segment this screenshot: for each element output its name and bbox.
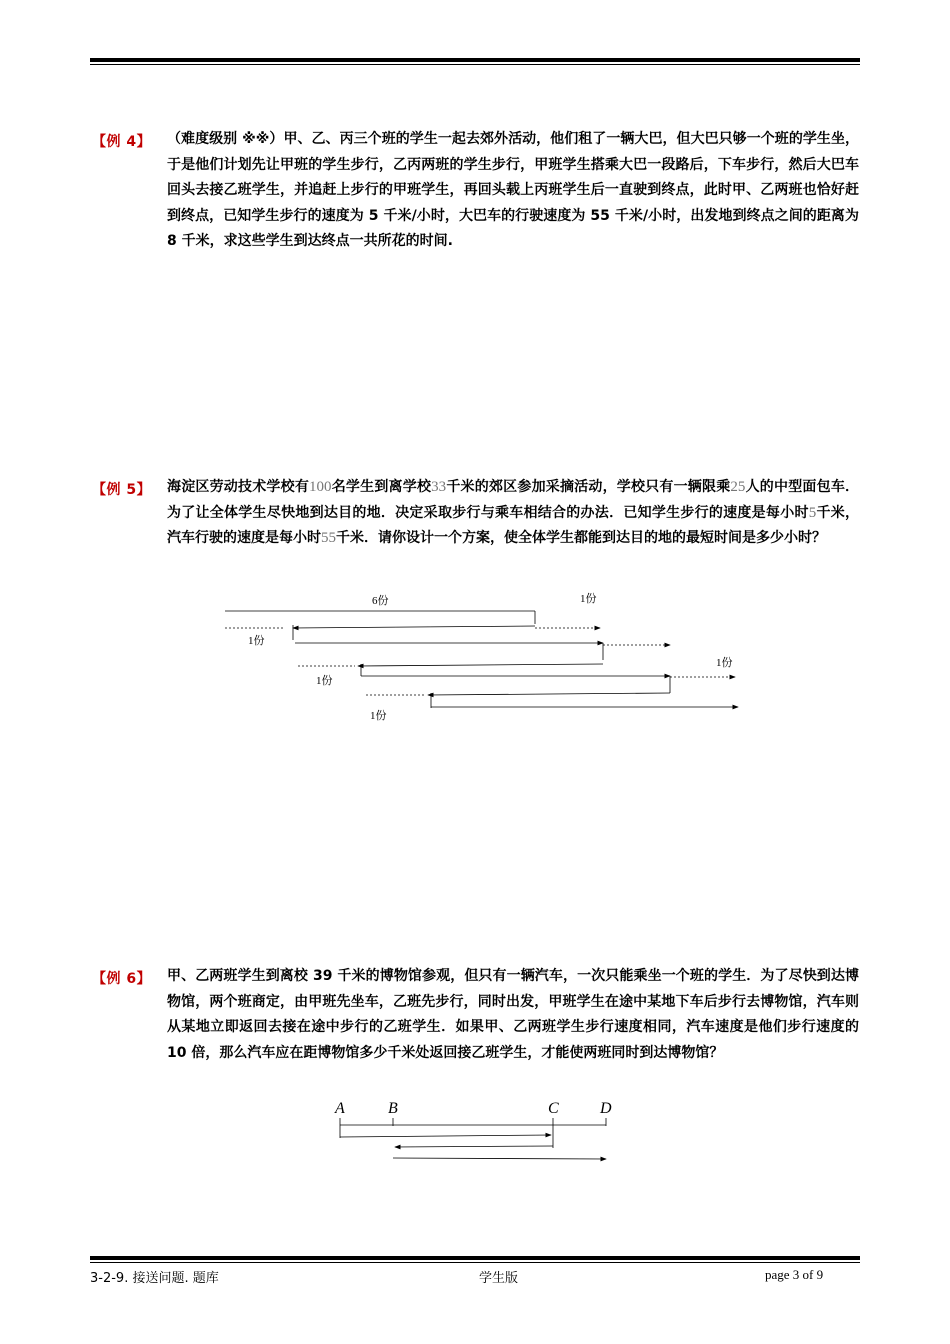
example-4-text: （难度级别 ※※）甲、乙、丙三个班的学生一起去郊外活动，他们租了一辆大巴，但大巴只够一个班的学生坐，于是他们计划先让甲班的学生步行，乙丙两班的学生步行，甲班学生搭乘大巴一段路后，下车步行，然后大巴车回头去接乙班学生，并追赶上步行的甲班学生，再回头载上丙班学生后一直驶到终点，此时甲、乙两班也恰好赶到终点，已知学生步行的速度为 5 千米/小时，大巴车的行驶速度为 55 千米/小时，出发地到终点之间的距离为 8 千米，求这些学生到达终点一共所花的时间. [167, 131, 859, 250]
point-d-label: D [600, 1100, 612, 1117]
example-5-text: 海淀区劳动技术学校有100名学生到离学校33千米的郊区参加采摘活动，学校只有一辆限乘25人的中型面包车．为了让全体学生尽快地到达目的地．决定采取步行与乘车相结合的办法．已知学生步行的速度是每小时5千米，汽车行驶的速度是每小时55千米．请你设计一个方案，使全体学生都能到达目的地的最短时间是多少小时？ [167, 479, 860, 547]
label-1-part: 1份 [370, 710, 387, 722]
students-count: 100 [309, 479, 332, 495]
label-1-part: 1份 [316, 675, 333, 687]
footer-left: 3-2-9. 接送问题. 题库 [90, 1271, 219, 1286]
footer-rule-thin [90, 1262, 860, 1263]
example-6-diagram [0, 1090, 950, 1170]
return-line [395, 1146, 553, 1147]
footer-page-number: page 3 of 9 [765, 1267, 824, 1282]
label-1-part: 1份 [248, 635, 265, 647]
header-rule-thin [90, 64, 860, 65]
capacity-value: 25 [730, 479, 746, 495]
footer-center: 学生版 [479, 1271, 519, 1286]
car-speed-value: 55 [321, 530, 336, 547]
example-4-label: 【例 4】 [92, 134, 152, 150]
example-5-diagram [0, 580, 950, 730]
point-a-label: A [335, 1100, 345, 1117]
return-line [293, 626, 535, 628]
point-b-label: B [388, 1100, 398, 1117]
label-6-parts: 6份 [372, 595, 389, 607]
return-line [428, 693, 670, 695]
walk-speed-value: 5 [808, 504, 817, 521]
example-5-label: 【例 5】 [92, 482, 152, 498]
car-line [393, 1158, 606, 1159]
point-c-label: C [548, 1100, 559, 1117]
label-1-part: 1份 [580, 593, 597, 605]
distance-value: 33 [431, 479, 447, 495]
header-rule-thick [90, 58, 860, 62]
example-6-label: 【例 6】 [92, 971, 152, 987]
label-1-part: 1份 [716, 657, 733, 669]
car-line [340, 1135, 551, 1137]
return-line [358, 664, 603, 666]
example-6-text: 甲、乙两班学生到离校 39 千米的博物馆参观，但只有一辆汽车，一次只能乘坐一个班的学生．为了尽快到达博物馆，两个班商定，由甲班先坐车，乙班先步行，同时出发，甲班学生在途中某地下车后步行去博物馆，汽车则从某地立即返回去接在途中步行的乙班学生．如果甲、乙两班学生步行速度相同，汽车速度是他们步行速度的 10 倍，那么汽车应在距博物馆多少千米处返回接乙班学生，才能使两班同时到达博物馆？ [167, 968, 859, 1061]
footer-rule-thick [90, 1256, 860, 1260]
